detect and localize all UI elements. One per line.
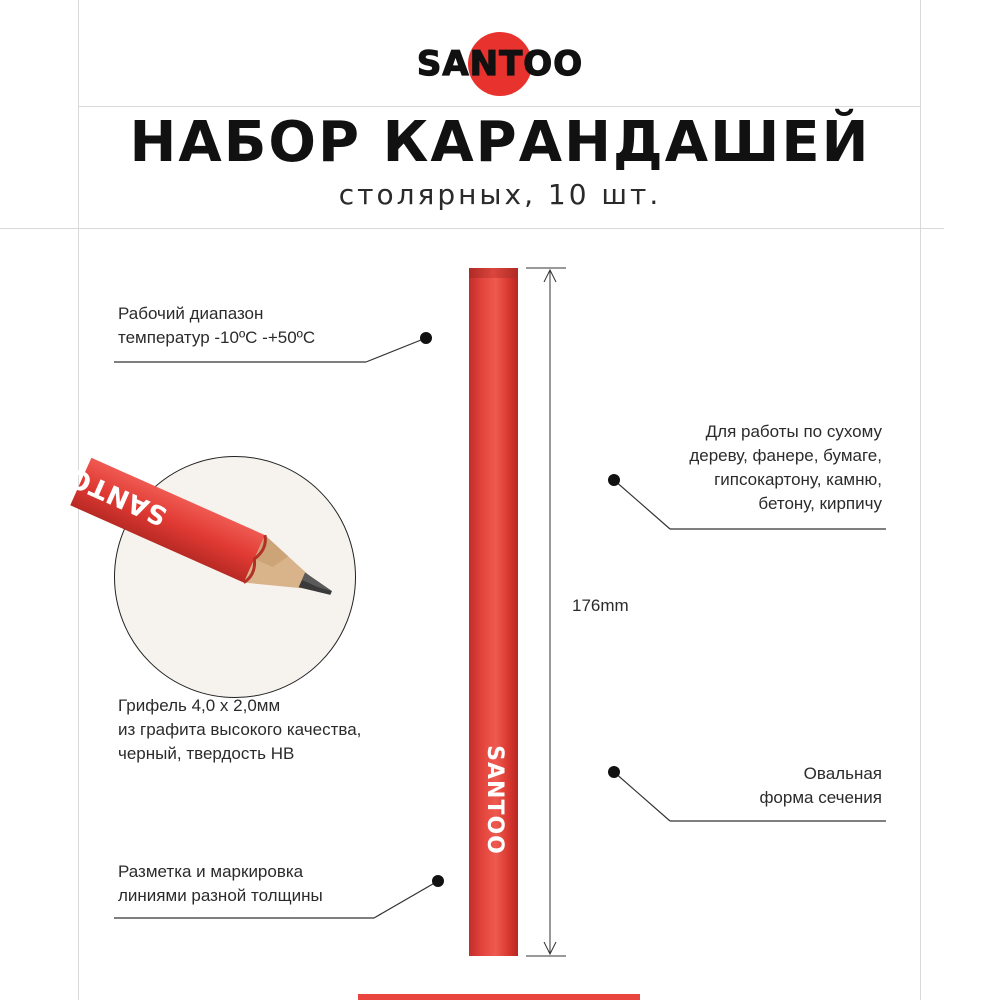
bottom-accent-bar: [358, 994, 640, 1000]
pencil-brand-label: [479, 740, 509, 860]
callout-dot-marking: [432, 875, 444, 887]
svg-text:SANTOO: SANTOO: [482, 745, 507, 855]
closeup-brand-text: SANTOO: [42, 451, 172, 531]
pencil-end: [469, 268, 518, 278]
callout-temperature: Рабочий диапазон температур -10ºС -+50ºС: [118, 304, 316, 347]
callout-section: Овальная форма сечения: [759, 764, 882, 807]
callout-dot-section: [608, 766, 620, 778]
callout-dot-surfaces: [608, 474, 620, 486]
callout-marking: Разметка и маркировка линиями разной толщины: [118, 862, 323, 905]
logo-text: SANTOO: [416, 44, 584, 84]
callout-dot-temperature: [420, 332, 432, 344]
pencil-tip-closeup-icon: [42, 451, 356, 698]
page-subtitle: столярных, 10 шт.: [338, 178, 662, 211]
callout-surfaces: Для работы по сухому дереву, фанере, бумаге, гипсокартону, камню, бетону, кирпичу: [689, 422, 882, 513]
length-dimension-label: 176mm: [572, 596, 629, 615]
callout-lead: Грифель 4,0 х 2,0мм из графита высокого качества, черный, твердость НВ: [118, 696, 362, 763]
page-title: НАБОР КАРАНДАШЕЙ: [129, 110, 871, 175]
